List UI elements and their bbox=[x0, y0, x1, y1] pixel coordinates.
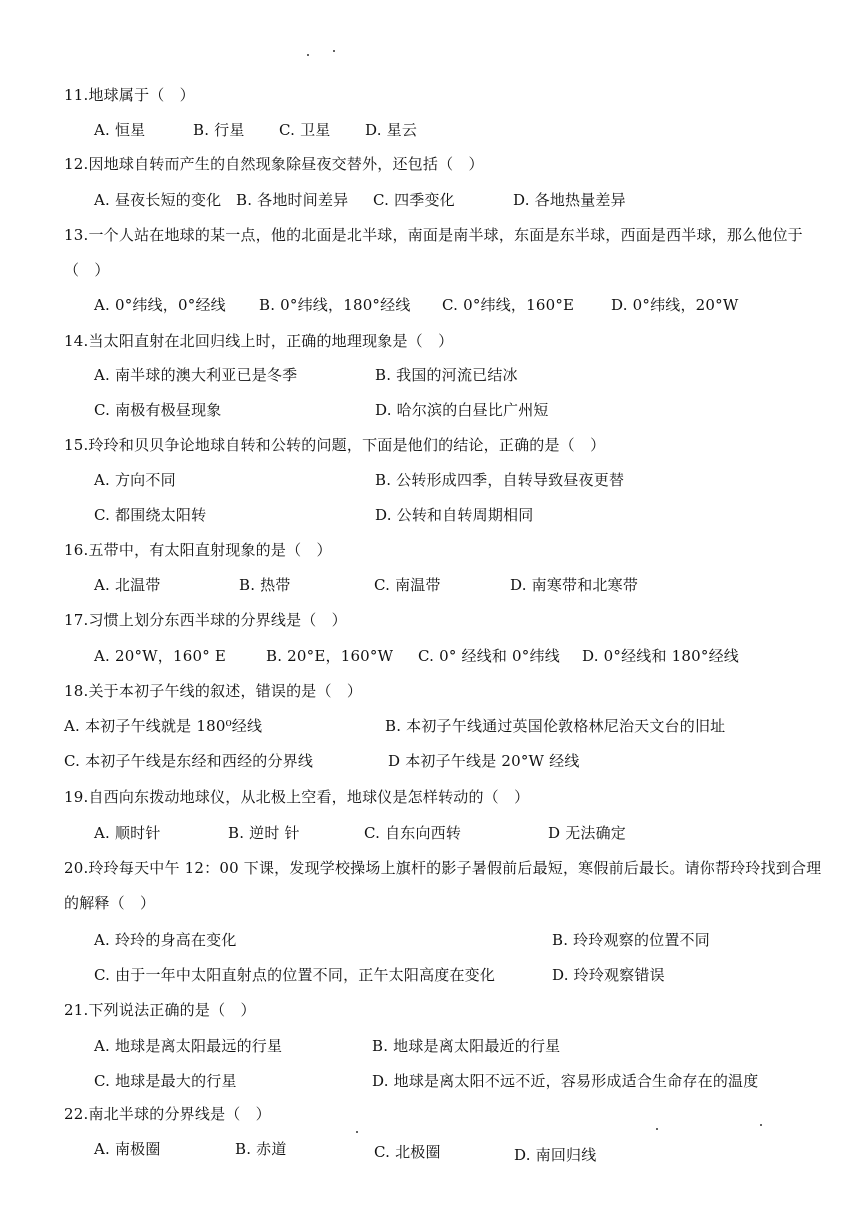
question-16-option-d[interactable]: D. 南寒带和北寒带 bbox=[510, 576, 639, 594]
question-14-option-a[interactable]: A. 南半球的澳大利亚已是冬季 bbox=[94, 366, 298, 384]
question-21-option-a[interactable]: A. 地球是离太阳最远的行星 bbox=[94, 1037, 283, 1055]
question-12-option-d[interactable]: D. 各地热量差异 bbox=[513, 191, 626, 209]
question-12-option-c[interactable]: C. 四季变化 bbox=[373, 191, 455, 209]
question-19-option-d[interactable]: D 无法确定 bbox=[548, 824, 626, 842]
question-22-option-a[interactable]: A. 南极圈 bbox=[94, 1140, 161, 1158]
question-13-stem: 13.一个人站在地球的某一点，他的北面是北半球，南面是南半球，东面是东半球，西面是西半球，那么他位于 bbox=[64, 226, 803, 244]
question-11-option-a[interactable]: A. 恒星 bbox=[94, 121, 146, 139]
question-15-option-a[interactable]: A. 方向不同 bbox=[94, 471, 176, 489]
question-21-stem: 21.下列说法正确的是（ ） bbox=[64, 1001, 256, 1019]
question-18-option-c[interactable]: C. 本初子午线是东经和西经的分界线 bbox=[64, 752, 314, 770]
question-14-option-c[interactable]: C. 南极有极昼现象 bbox=[94, 401, 222, 419]
question-13-option-a[interactable]: A. 0°纬线，0°经线 bbox=[94, 296, 226, 314]
question-22-option-d[interactable]: D. 南回归线 bbox=[514, 1146, 597, 1164]
question-16-option-c[interactable]: C. 南温带 bbox=[374, 576, 441, 594]
question-19-option-c[interactable]: C. 自东向西转 bbox=[364, 824, 462, 842]
question-18-stem: 18.关于本初子午线的叙述，错误的是（ ） bbox=[64, 682, 363, 700]
scan-speck bbox=[656, 1128, 658, 1130]
question-16-option-a[interactable]: A. 北温带 bbox=[94, 576, 161, 594]
question-17-stem: 17.习惯上划分东西半球的分界线是（ ） bbox=[64, 611, 347, 629]
question-20-option-a[interactable]: A. 玲玲的身高在变化 bbox=[94, 931, 237, 949]
question-19-option-b[interactable]: B. 逆时 针 bbox=[228, 824, 300, 842]
question-19-stem: 19.自西向东拨动地球仪，从北极上空看，地球仪是怎样转动的（ ） bbox=[64, 788, 530, 806]
question-20-stem: 20.玲玲每天中午 12：00 下课，发现学校操场上旗杆的影子暑假前后最短，寒假前后最长。请你帮玲玲找到合理 bbox=[64, 859, 822, 877]
scan-speck bbox=[760, 1124, 762, 1126]
question-11-option-c[interactable]: C. 卫星 bbox=[279, 121, 331, 139]
scan-speck bbox=[307, 54, 309, 56]
question-11-option-b[interactable]: B. 行星 bbox=[193, 121, 245, 139]
question-13-option-c[interactable]: C. 0°纬线，160°E bbox=[442, 296, 575, 314]
question-18-option-a[interactable]: A. 本初子午线就是 180⁰经线 bbox=[64, 717, 263, 735]
question-17-option-b[interactable]: B. 20°E，160°W bbox=[266, 647, 394, 665]
question-18-option-d[interactable]: D 本初子午线是 20°W 经线 bbox=[388, 752, 580, 770]
question-15-option-b[interactable]: B. 公转形成四季，自转导致昼夜更替 bbox=[375, 471, 625, 489]
question-13-option-d[interactable]: D. 0°纬线，20°W bbox=[611, 296, 739, 314]
question-22-option-c[interactable]: C. 北极圈 bbox=[374, 1143, 441, 1161]
question-20-stem-line2: 的解释（ ） bbox=[64, 894, 156, 912]
question-16-option-b[interactable]: B. 热带 bbox=[239, 576, 291, 594]
question-20-option-c[interactable]: C. 由于一年中太阳直射点的位置不同，正午太阳高度在变化 bbox=[94, 966, 496, 984]
scan-speck bbox=[356, 1131, 358, 1133]
question-21-option-b[interactable]: B. 地球是离太阳最近的行星 bbox=[372, 1037, 561, 1055]
question-22-stem: 22.南北半球的分界线是（ ） bbox=[64, 1105, 271, 1123]
question-11-stem: 11.地球属于（ ） bbox=[64, 86, 195, 104]
question-13-stem-line2: （ ） bbox=[64, 261, 110, 279]
question-18-option-b[interactable]: B. 本初子午线通过英国伦敦格林尼治天文台的旧址 bbox=[385, 717, 726, 735]
question-21-option-d[interactable]: D. 地球是离太阳不远不近，容易形成适合生命存在的温度 bbox=[372, 1072, 759, 1090]
question-17-option-a[interactable]: A. 20°W，160° E bbox=[94, 647, 227, 665]
question-20-option-d[interactable]: D. 玲玲观察错误 bbox=[552, 966, 665, 984]
question-13-option-b[interactable]: B. 0°纬线，180°经线 bbox=[259, 296, 411, 314]
question-14-stem: 14.当太阳直射在北回归线上时，正确的地理现象是（ ） bbox=[64, 332, 454, 350]
question-15-option-d[interactable]: D. 公转和自转周期相同 bbox=[375, 506, 534, 524]
question-20-option-b[interactable]: B. 玲玲观察的位置不同 bbox=[552, 931, 710, 949]
scan-speck bbox=[333, 50, 335, 52]
question-15-stem: 15.玲玲和贝贝争论地球自转和公转的问题，下面是他们的结论，正确的是（ ） bbox=[64, 436, 606, 454]
question-11-option-d[interactable]: D. 星云 bbox=[365, 121, 418, 139]
question-12-option-a[interactable]: A. 昼夜长短的变化 bbox=[94, 191, 222, 209]
question-15-option-c[interactable]: C. 都围绕太阳转 bbox=[94, 506, 207, 524]
question-16-stem: 16.五带中，有太阳直射现象的是（ ） bbox=[64, 541, 332, 559]
question-21-option-c[interactable]: C. 地球是最大的行星 bbox=[94, 1072, 237, 1090]
question-19-option-a[interactable]: A. 顺时针 bbox=[94, 824, 161, 842]
question-14-option-d[interactable]: D. 哈尔滨的白昼比广州短 bbox=[375, 401, 549, 419]
question-12-option-b[interactable]: B. 各地时间差异 bbox=[236, 191, 349, 209]
question-14-option-b[interactable]: B. 我国的河流已结冰 bbox=[375, 366, 518, 384]
question-22-option-b[interactable]: B. 赤道 bbox=[235, 1140, 287, 1158]
question-17-option-c[interactable]: C. 0° 经线和 0°纬线 bbox=[418, 647, 560, 665]
question-17-option-d[interactable]: D. 0°经线和 180°经线 bbox=[582, 647, 739, 665]
question-12-stem: 12.因地球自转而产生的自然现象除昼夜交替外，还包括（ ） bbox=[64, 155, 484, 173]
